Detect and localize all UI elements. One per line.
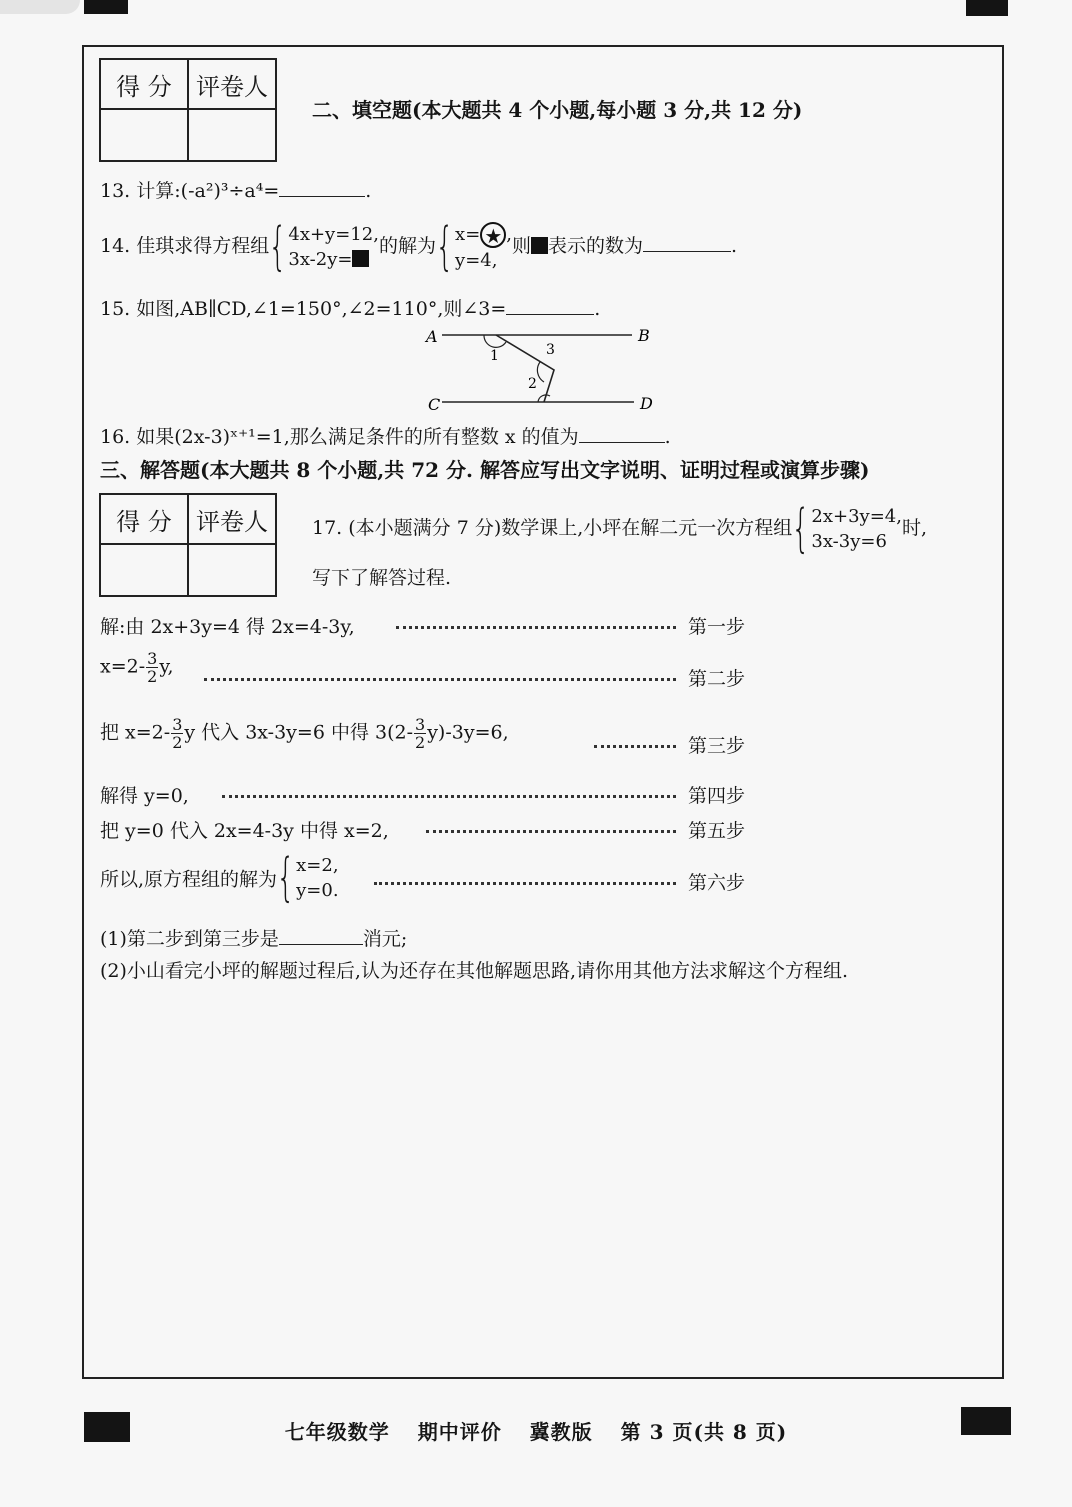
- frac-num: 3: [415, 715, 426, 734]
- question-15: [100, 294, 600, 321]
- step4-text: 解得 y=0,: [100, 785, 189, 807]
- q16-answer-blank[interactable]: [579, 422, 665, 443]
- label-d: D: [640, 394, 653, 413]
- q15-answer-blank[interactable]: [506, 294, 594, 315]
- grader-label: 评卷人: [188, 494, 276, 544]
- q17-intro: [312, 499, 927, 559]
- q14-solution-comma: ,: [506, 223, 513, 245]
- grader-label: 评卷人: [188, 59, 276, 109]
- q14-text-c: 则: [512, 235, 532, 257]
- q17-system-brace: {: [791, 499, 810, 559]
- score-cell[interactable]: [100, 544, 188, 596]
- step3-text: [100, 716, 509, 751]
- q16-end: .: [664, 426, 671, 448]
- black-square-icon: [531, 237, 548, 254]
- angle3-label: 3: [546, 342, 555, 358]
- step3-leader: [594, 745, 676, 748]
- step5-text: 把 y=0 代入 2x=4-3y 中得 x=2,: [100, 820, 389, 842]
- step1-text: 解:由 2x+3y=4 得 2x=4-3y,: [100, 616, 355, 638]
- circled-star-icon: ★: [480, 222, 506, 248]
- q14-text-d: 表示的数为: [548, 235, 644, 257]
- q17-system: [791, 499, 902, 559]
- q17-eq1: 2x+3y=4,: [811, 506, 902, 527]
- step6-label: 第六步: [688, 872, 746, 894]
- q14-solution-x-row: [455, 222, 512, 248]
- angle2-label: 2: [528, 376, 537, 392]
- page-corner-shadow: [0, 0, 80, 14]
- frac-den: 2: [415, 733, 426, 752]
- fraction-three-halves: [414, 716, 426, 751]
- part1-pre: (1)第二步到第三步是: [100, 928, 279, 950]
- q16-text: 如果(2x-3)ˣ⁺¹=1,那么满足条件的所有整数 x 的值为: [136, 426, 579, 448]
- step6-y: y=0.: [296, 880, 339, 901]
- label-a: A: [426, 327, 438, 346]
- q17-part1: [100, 924, 407, 951]
- q14-system-eq2: 3x-2y=: [288, 249, 353, 270]
- grader-cell[interactable]: [188, 109, 276, 161]
- part1-post: 消元;: [362, 928, 408, 950]
- score-cell[interactable]: [100, 109, 188, 161]
- q15-number: 15.: [100, 298, 131, 320]
- step4-label: 第四步: [688, 785, 746, 807]
- step2-text: [100, 650, 174, 685]
- part1-answer-blank[interactable]: [279, 924, 363, 945]
- registration-mark-top-left: [84, 0, 128, 14]
- q14-solution-x: x=: [455, 223, 481, 245]
- q17-intro-text: 17. (本小题满分 7 分)数学课上,小坪在解二元一次方程组: [312, 517, 793, 539]
- question-14: [100, 217, 738, 277]
- q14-end: .: [731, 235, 738, 257]
- q16-number: 16.: [100, 426, 131, 448]
- step2-post: y,: [159, 655, 174, 678]
- footer-grade: 七年级数学: [284, 1420, 390, 1444]
- step6-text: [100, 848, 339, 908]
- page-footer: [0, 1416, 1072, 1445]
- footer-exam: 期中评价: [417, 1420, 502, 1444]
- fraction-three-halves: [146, 650, 158, 685]
- q14-system-eq1: 4x+y=12,: [288, 224, 379, 245]
- step5-label: 第五步: [688, 820, 746, 842]
- step3-label: 第三步: [688, 735, 746, 757]
- section2-title: 二、填空题(本大题共 4 个小题,每小题 3 分,共 12 分): [312, 98, 803, 122]
- answer-writing-area[interactable]: [86, 1000, 1000, 1374]
- score-box-section2: [99, 58, 277, 162]
- q17-part2: (2)小山看完小坪的解题过程后,认为还存在其他解题思路,请你用其他方法求解这个方程组.: [100, 960, 849, 982]
- q14-system-brace: {: [268, 217, 287, 277]
- step2-label: 第二步: [688, 668, 746, 690]
- score-label: 得 分: [100, 494, 188, 544]
- question-13: [100, 176, 371, 203]
- fraction-three-halves: [171, 716, 183, 751]
- q14-answer-blank[interactable]: [643, 231, 731, 252]
- step6-brace: {: [276, 848, 295, 908]
- section3-title: 三、解答题(本大题共 8 个小题,共 72 分. 解答应写出文字说明、证明过程或演算步骤): [100, 458, 870, 482]
- score-box-q17: [99, 493, 277, 597]
- q14-solution-y: y=4,: [455, 249, 498, 271]
- footer-edition: 冀教版: [529, 1420, 593, 1444]
- q15-parallel-lines-figure: [420, 322, 660, 418]
- angle1-label: 1: [490, 348, 499, 364]
- angle2-arc: [537, 362, 544, 382]
- q14-solution-brace: {: [435, 217, 454, 277]
- step5-leader: [426, 830, 676, 833]
- question-16: [100, 422, 671, 449]
- q15-text: 如图,AB∥CD,∠1=150°,∠2=110°,则∠3=: [136, 298, 507, 320]
- step6-pre: 所以,原方程组的解为: [100, 868, 278, 891]
- label-b: B: [638, 326, 650, 345]
- step3-pre: 把 x=2-: [100, 721, 171, 744]
- frac-den: 2: [172, 733, 183, 752]
- step6-leader: [374, 882, 676, 885]
- angle1-arc: [484, 335, 506, 347]
- q14-text-a: 佳琪求得方程组: [136, 235, 270, 257]
- step1-label: 第一步: [688, 616, 746, 638]
- q17-eq2: 3x-3y=6: [811, 531, 887, 552]
- step2-leader: [204, 678, 676, 681]
- footer-page: 第 3 页(共 8 页): [620, 1420, 788, 1444]
- frac-num: 3: [172, 715, 183, 734]
- q13-number: 13.: [100, 180, 131, 202]
- black-square-icon: [352, 250, 369, 267]
- frac-num: 3: [147, 649, 158, 668]
- q14-system-eq2-row: [288, 247, 379, 272]
- q15-end: .: [594, 298, 601, 320]
- step6-solution-system: [276, 848, 339, 908]
- q14-number: 14.: [100, 235, 131, 257]
- step3-post: y)-3y=6,: [427, 721, 509, 744]
- q14-solution: [435, 217, 513, 277]
- q17-intro-end: 时,: [901, 517, 927, 539]
- q17-intro-line2: 写下了解答过程.: [312, 567, 452, 589]
- step4-leader: [222, 795, 676, 798]
- q13-answer-blank[interactable]: [279, 176, 365, 197]
- label-c: C: [428, 395, 441, 414]
- grader-cell[interactable]: [188, 544, 276, 596]
- step6-x: x=2,: [296, 855, 339, 876]
- q14-text-b: 的解为: [378, 235, 436, 257]
- step1-leader: [396, 626, 676, 629]
- registration-mark-top-right: [966, 0, 1008, 16]
- q13-end: .: [365, 180, 372, 202]
- step2-pre: x=2-: [100, 655, 146, 678]
- score-label: 得 分: [100, 59, 188, 109]
- frac-den: 2: [147, 667, 158, 686]
- q14-system: [268, 217, 379, 277]
- q13-text: 计算:(-a²)³÷a⁴=: [136, 180, 280, 202]
- step3-mid: y 代入 3x-3y=6 中得 3(2-: [184, 721, 413, 744]
